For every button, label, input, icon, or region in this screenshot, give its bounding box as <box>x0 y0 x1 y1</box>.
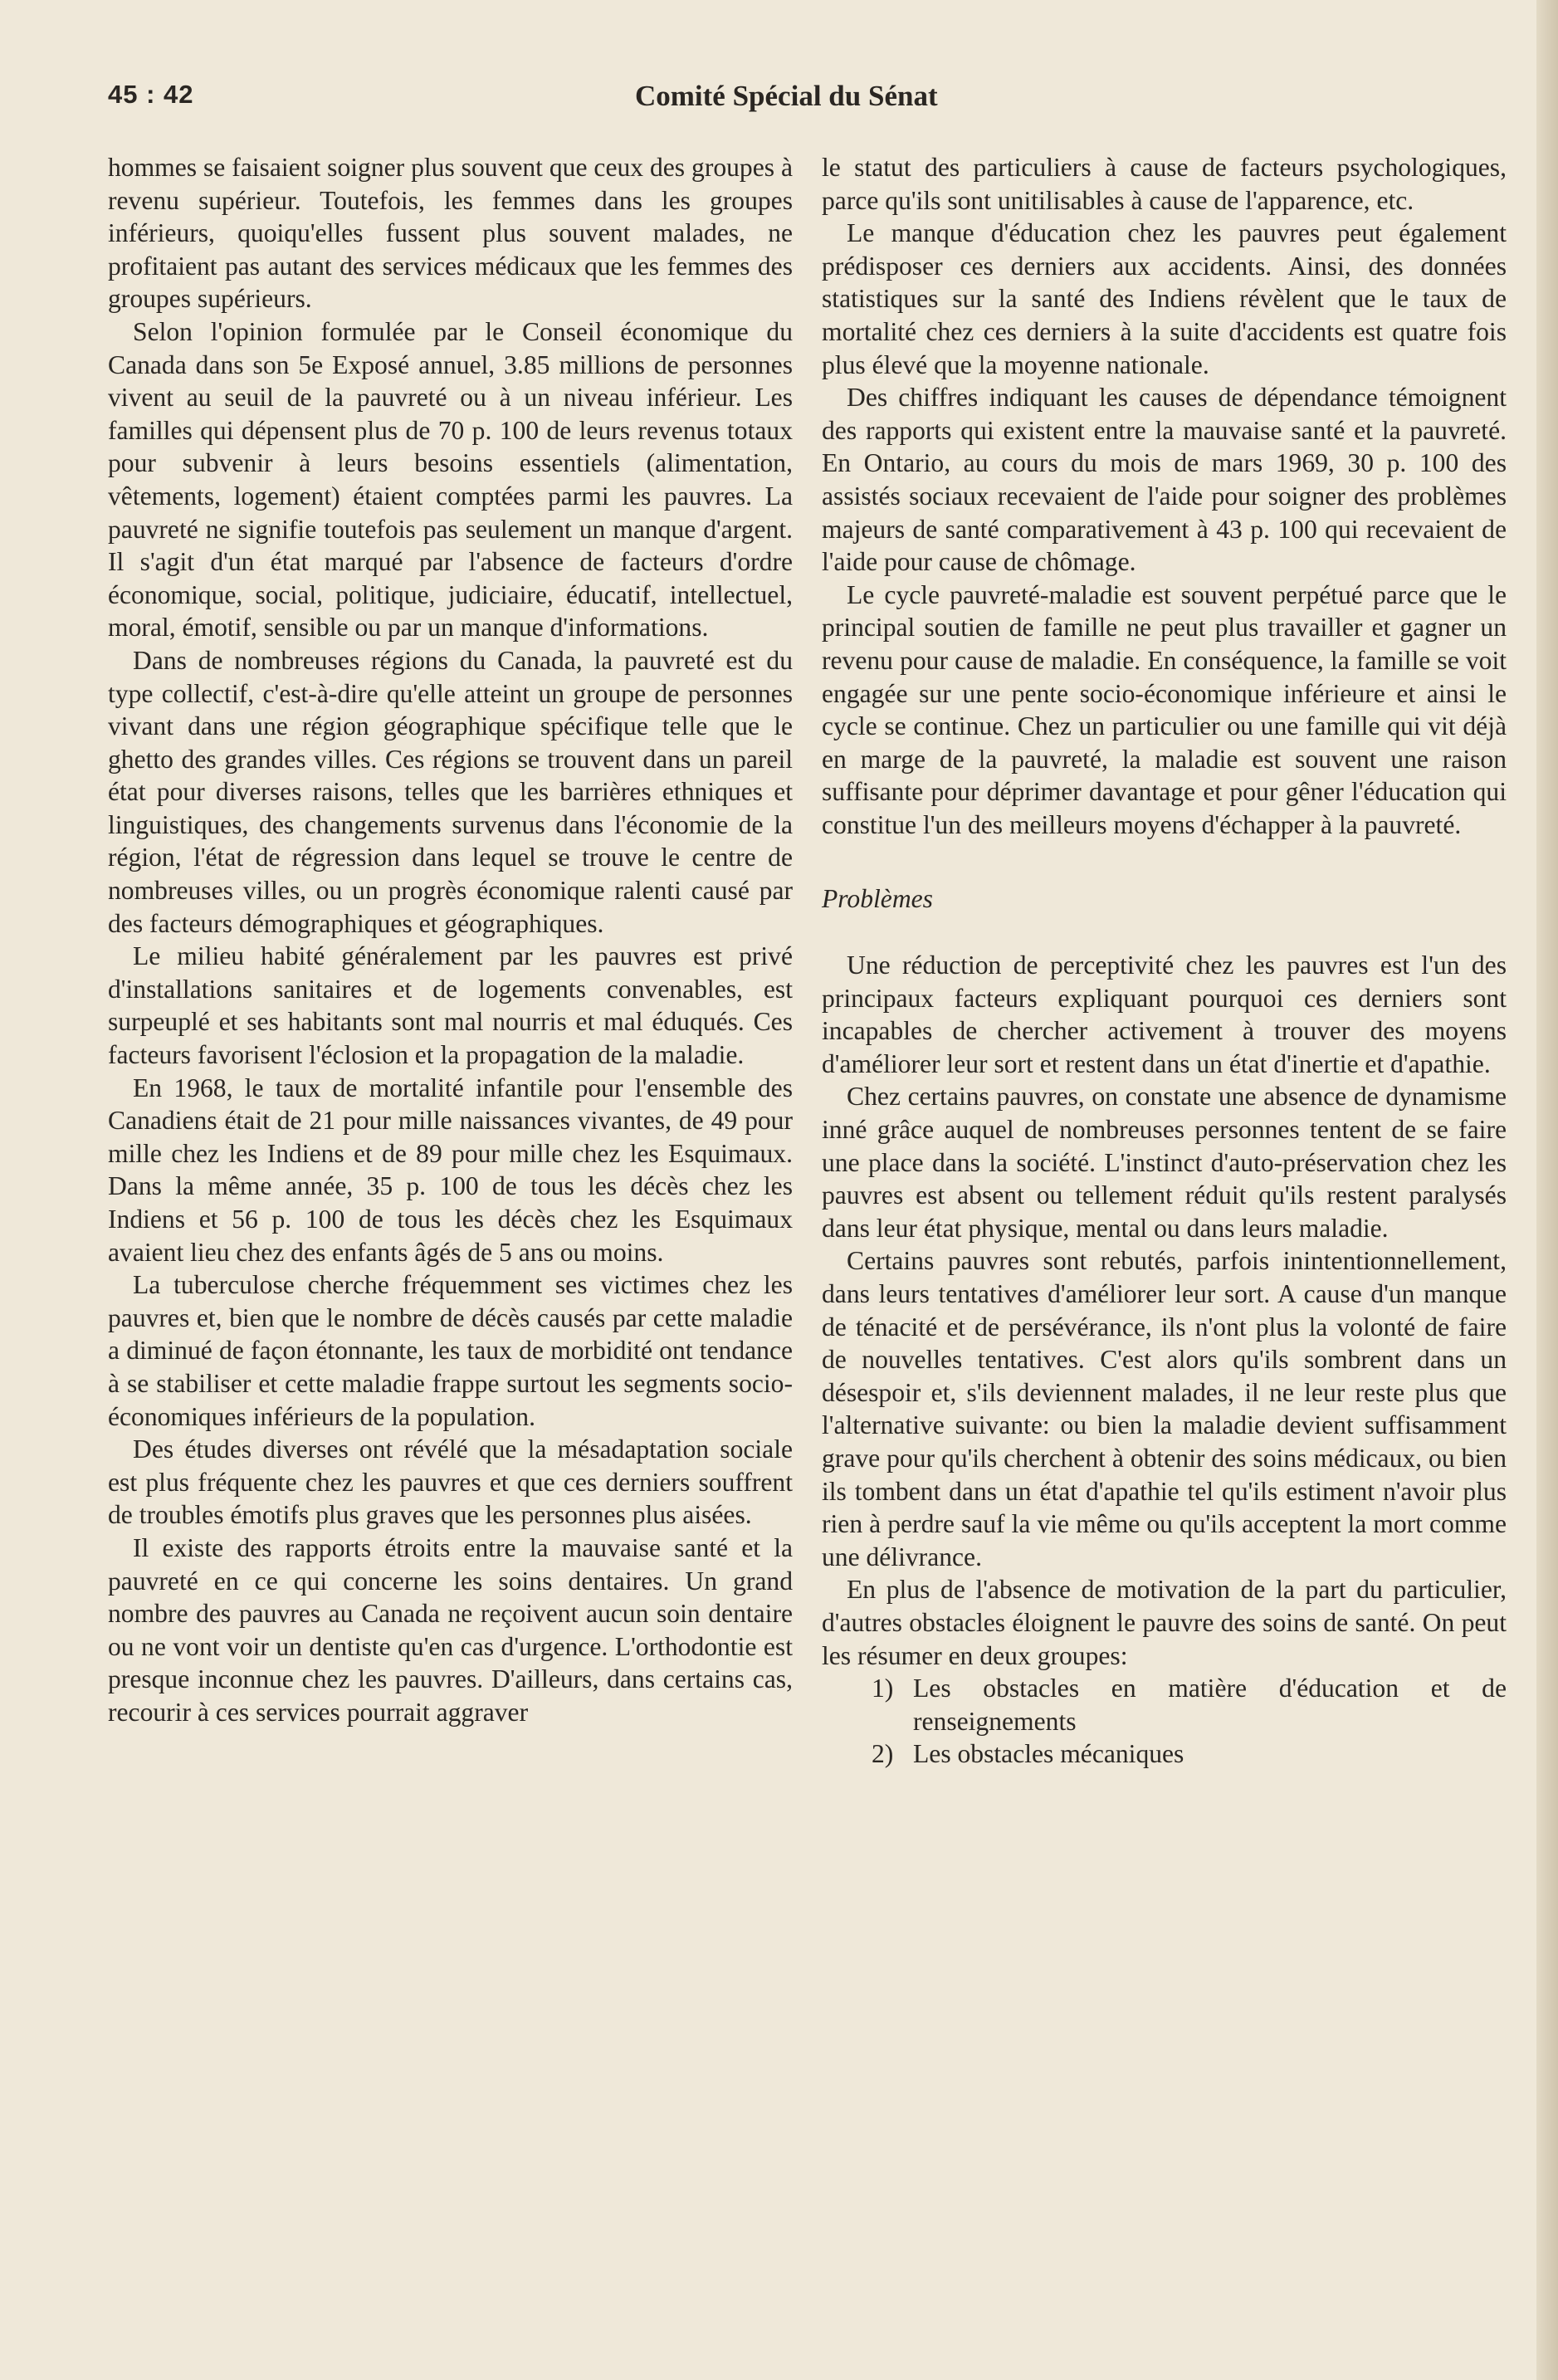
paragraph: En 1968, le taux de mortalité infantile pour l'ensemble des Canadiens était de 21 pour mille naissances vivantes, de 49 pour mille chez les Indiens et de 89 pour mille chez les Esquimaux. Dans la même année, 35 p. 100 de tous les décès chez les Indiens et 56 p. 100 de tous les décès chez les Esquimaux avaient lieu chez des enfants âgés de 5 ans ou moins. <box>108 1073 793 1267</box>
paragraph: Des études diverses ont révélé que la mésadaptation sociale est plus fréquente chez les pauvres et que ces derniers souffrent de troubles émotifs plus graves que les personnes plus aisées. <box>108 1434 793 1530</box>
right-column <box>822 151 1507 1771</box>
paragraph: Une réduction de perceptivité chez les pauvres est l'un des principaux facteurs expliquant pourquoi ces derniers sont incapables de chercher activement à trouver des moyens d'améliorer leur sort et restent dans un état d'inertie et d'apathie. <box>822 951 1507 1078</box>
paragraph: Il existe des rapports étroits entre la mauvaise santé et la pauvreté en ce qui concerne les soins dentaires. Un grand nombre des pauvres au Canada ne reçoivent aucun soin dentaire ou ne vont voir un dentiste qu'en cas d'urgence. L'orthodontie est presque inconnue chez les pauvres. D'ailleurs, dans certains cas, recourir à ces services pourrait aggraver <box>108 1532 793 1727</box>
list-item <box>822 1737 1507 1771</box>
paragraph: Le milieu habité généralement par les pauvres est privé d'installations sanitaires et de logements convenables, est surpeuplé et ses habitants sont mal nourris et mal éduqués. Ces facteurs favorisent l'éclosion et la propagation de la maladie. <box>108 941 793 1070</box>
paragraph: Dans de nombreuses régions du Canada, la pauvreté est du type collectif, c'est-à-dire qu'elle atteint un groupe de personnes vivant dans une région géographique spécifique telle que le ghetto des grandes villes. Ces régions se trouvent dans un pareil état pour diverses raisons, telles que les barrières ethniques et linguistiques, des changements survenus dans l'économie de la région, l'état de régression dans lequel se trouve le centre de nombreuses villes, ou un progrès économique ralenti causé par des facteurs démographiques et géographiques. <box>108 645 793 938</box>
section-title: Problèmes <box>822 884 933 914</box>
paragraph: En plus de l'absence de motivation de la part du particulier, d'autres obstacles éloignent le pauvre des soins de santé. On peut les résumer en deux groupes: <box>822 1575 1507 1670</box>
running-title: Comité Spécial du Sénat <box>635 80 938 112</box>
page-edge-shadow <box>1536 0 1558 2380</box>
obstacle-list <box>822 1672 1507 1771</box>
page-header <box>108 80 1502 121</box>
paragraph: le statut des particuliers à cause de facteurs psychologiques, parce qu'ils sont unitilisables à cause de l'apparence, etc. <box>822 153 1507 215</box>
paragraph: La tuberculose cherche fréquemment ses victimes chez les pauvres et, bien que le nombre de décès causés par cette maladie a diminué de façon étonnante, les taux de morbidité ont tendance à se stabiliser et cette maladie frappe surtout les segments socio-économiques inférieurs de la population. <box>108 1270 793 1431</box>
paragraph: Le manque d'éducation chez les pauvres peut également prédisposer ces derniers aux accidents. Ainsi, des données statistiques sur la santé des Indiens révèlent que le taux de mortalité chez ces derniers à la suite d'accidents est quatre fois plus élevé que la moyenne nationale. <box>822 218 1507 379</box>
page-number: 45 : 42 <box>108 80 194 109</box>
list-item-number: 2) <box>872 1739 894 1769</box>
list-item-number: 1) <box>872 1674 894 1703</box>
paragraph: Certains pauvres sont rebutés, parfois inintentionnellement, dans leurs tentatives d'améliorer leur sort. A cause d'un manque de ténacité et de persévérance, ils n'ont plus la volonté de faire de nouvelles tentatives. C'est alors qu'ils sombrent dans un désespoir et, s'ils deviennent malades, il ne leur reste plus que l'alternative suivante: ou bien la maladie devient suffisamment grave pour qu'ils cherchent à obtenir des soins médicaux, ou bien ils tombent dans un état d'apathie tel qu'ils estiment n'avoir plus rien à perdre sauf la vie même ou qu'ils acceptent la mort comme une délivrance. <box>822 1246 1507 1571</box>
list-item <box>822 1672 1507 1737</box>
paragraph: Le cycle pauvreté-maladie est souvent perpétué parce que le principal soutien de famille ne peut plus travailler et gagner un revenu pour cause de maladie. En conséquence, la famille se voit engagée sur une pente socio-économique inférieure et ainsi le cycle se continue. Chez un particulier ou une famille qui vit déjà en marge de la pauvreté, la maladie est souvent une raison suffisante pour déprimer davantage et pour gêner l'éducation qui constitue l'un des meilleurs moyens d'échapper à la pauvreté. <box>822 579 1507 839</box>
paragraph: Des chiffres indiquant les causes de dépendance témoignent des rapports qui existent entre la mauvaise santé et la pauvreté. En Ontario, au cours du mois de mars 1969, 30 p. 100 des assistés sociaux recevaient de l'aide pour soigner des problèmes majeurs de santé comparativement à 43 p. 100 qui recevaient de l'aide pour cause de chômage. <box>822 383 1507 577</box>
list-item-text: Les obstacles en matière d'éducation et de renseignements <box>913 1674 1507 1736</box>
paragraph: hommes se faisaient soigner plus souvent que ceux des groupes à revenu supérieur. Toutefois, les femmes dans les groupes inférieurs, quoiqu'elles fussent plus souvent malades, ne profitaient pas autant des services médicaux que les femmes des groupes supérieurs. <box>108 153 793 314</box>
list-item-text: Les obstacles mécaniques <box>913 1739 1184 1769</box>
paragraph: Selon l'opinion formulée par le Conseil économique du Canada dans son 5e Exposé annuel, 3.85 millions de personnes vivent au seuil de la pauvreté ou à un niveau inférieur. Les familles qui dépensent plus de 70 p. 100 de leurs revenus totaux pour subvenir à leurs besoins essentiels (alimentation, vêtements, logement) étaient comptées parmi les pauvres. La pauvreté ne signifie toutefois pas seulement un manque d'argent. Il s'agit d'un état marqué par l'absence de facteurs d'ordre économique, social, politique, judiciaire, éducatif, intellectuel, moral, émotif, sensible ou par un manque d'informations. <box>108 316 793 643</box>
paragraph: Chez certains pauvres, on constate une absence de dynamisme inné grâce auquel de nombreuses personnes tentent de se faire une place dans la société. L'instinct d'auto-préservation chez les pauvres est absent ou tellement réduit qu'ils restent paralysés dans leur état physique, mental ou dans leurs maladie. <box>822 1082 1507 1243</box>
left-column <box>108 151 793 1729</box>
